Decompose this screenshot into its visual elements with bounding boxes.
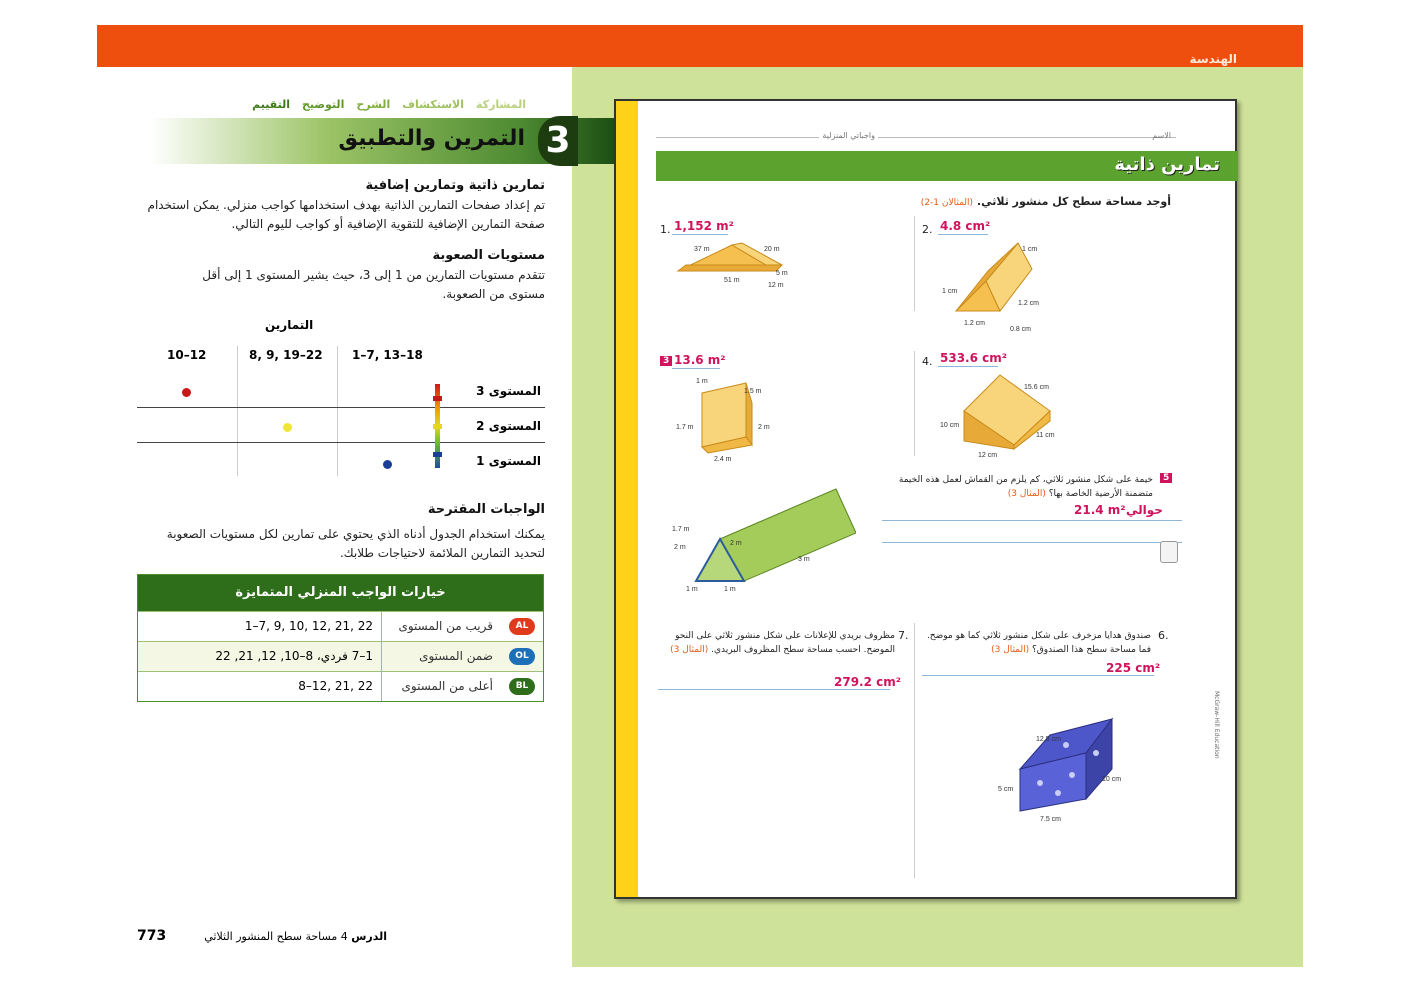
homework-options-table <box>137 574 544 702</box>
q1-dim: 20 m <box>764 246 780 253</box>
level-1-tick <box>433 452 442 457</box>
tent-dim: 1.7 m <box>672 526 690 533</box>
page-number: 773 <box>137 928 167 944</box>
al-badge: AL <box>509 618 535 635</box>
instruction-ref: (المثالان 1-2) <box>920 198 974 208</box>
worksheet-title: تمارين ذاتية <box>1114 154 1220 175</box>
levels-col-1: 1–7, 13–18 <box>352 348 423 362</box>
box-dim: 12.5 cm <box>1036 736 1061 743</box>
row-divider <box>137 442 545 443</box>
table-row <box>138 671 543 701</box>
decoration <box>1069 772 1075 778</box>
q2-dim: 1.2 cm <box>964 320 986 327</box>
footer-lesson-title: مساحة سطح المنشور الثلاثي <box>204 930 338 943</box>
answer-line <box>882 542 1182 543</box>
tent-figure <box>656 473 856 593</box>
answer-line <box>658 689 890 690</box>
level-1-label: المستوى 1 <box>476 454 541 468</box>
row-description: أعلى من المستوى <box>401 679 493 693</box>
q3-number: 3 <box>660 356 672 366</box>
section-title: التمرين والتطبيق <box>338 126 525 151</box>
box-dim: 5 cm <box>998 786 1014 793</box>
bl-badge: BL <box>509 678 535 695</box>
q1-dim: 37 m <box>694 246 710 253</box>
worksheet-title-bar <box>656 151 1238 181</box>
q5-number: 5 <box>1160 473 1172 483</box>
footer-lesson-num: 4 <box>340 930 348 943</box>
levels-col-3: 10–12 <box>167 348 207 362</box>
gift-box-figure <box>996 713 1126 823</box>
q6-text <box>923 629 1151 657</box>
footer-lesson <box>204 930 387 943</box>
tent-dim: 1 m <box>686 586 698 593</box>
row-description: قريب من المستوى <box>398 619 493 633</box>
q5-answer: 21.4 m² <box>1074 503 1126 517</box>
q1-dim: 12 m <box>768 282 784 289</box>
q3-dim: 1.5 m <box>744 388 762 395</box>
row-exercises: 1–7 فردي، 8–10, 12, 21, 22 <box>138 642 382 671</box>
levels-caption: التمارين <box>265 318 314 332</box>
col-divider <box>337 346 338 476</box>
q5-question: خيمة على شكل منشور ثلاثي، كم يلزم من القماش لعمل هذه الخيمة متضمنة الأرضية الخاصة بها؟ <box>898 475 1153 499</box>
q2-number: 2. <box>922 223 933 236</box>
tent-dim: 2 m <box>674 544 686 551</box>
q7-answer: 279.2 cm² <box>834 675 902 689</box>
q3-prism-face <box>702 383 746 447</box>
table-row <box>138 641 543 671</box>
row-exercises: 1–7, 9, 10, 12, 21, 22 <box>138 612 382 641</box>
q6-answer: 225 cm² <box>1106 661 1161 675</box>
row-exercises: 8–12, 21, 22 <box>138 672 382 701</box>
decoration <box>1055 790 1061 796</box>
box-dim: 10 cm <box>1102 776 1122 783</box>
decoration <box>1037 780 1043 786</box>
decoration <box>1093 750 1099 756</box>
instruction <box>921 195 1171 208</box>
q4-number: 4. <box>922 355 933 368</box>
section-label: الهندسة <box>1189 52 1237 66</box>
row-divider <box>137 407 545 408</box>
q4-dim: 10 cm <box>940 422 960 429</box>
level-2-label: المستوى 2 <box>476 419 541 433</box>
q4-prism-figure <box>938 371 1068 461</box>
ol-badge: OL <box>509 648 535 665</box>
q3-dim: 1 m <box>696 378 708 385</box>
level-2-tick <box>433 424 442 429</box>
q7-ref: (المثال 3) <box>670 645 709 655</box>
col-divider <box>237 346 238 476</box>
level-2-dot <box>283 423 292 432</box>
q6-question: صندوق هدايا مزخرف على شكل منشور ثلاثي كما هو موضح. فما مساحة سطح هذا الصندوق؟ <box>926 631 1151 655</box>
q2-dim: 1.2 cm <box>1018 300 1040 307</box>
lesson-nav <box>252 98 526 111</box>
difficulty-levels-chart <box>137 318 545 478</box>
nav-explore[interactable]: الاستكشاف <box>402 98 464 111</box>
q1-prism-face <box>678 265 782 271</box>
nav-elaborate[interactable]: التوضيح <box>302 98 345 111</box>
decoration <box>1063 742 1069 748</box>
q3-dim: 2 m <box>758 424 770 431</box>
suggested-body: يمكنك استخدام الجدول أدناه الذي يحتوي على تمارين لكل مستويات الصعوبة لتحديد التمارين الملائمة لاحتياجات طلابك. <box>166 527 545 560</box>
worksheet-page <box>614 99 1237 899</box>
q5-ref: (المثال 3) <box>1007 489 1046 499</box>
q4-dim: 11 cm <box>1036 432 1055 439</box>
q7-question: مظروف بريدي للإعلانات على شكل منشور ثلاثي على النحو الموضح. احسب مساحة سطح المظروف البريدي. <box>675 631 895 655</box>
q3-answer: 13.6 m² <box>674 353 726 367</box>
answer-line <box>882 520 1182 521</box>
q5-text <box>878 473 1153 501</box>
tent-dim: 3 m <box>798 556 810 563</box>
name-line <box>656 137 1176 138</box>
help-icon[interactable] <box>1160 541 1178 563</box>
q2-dim: 1 cm <box>1022 246 1038 253</box>
row-description: ضمن المستوى <box>419 649 493 663</box>
q2-answer: 4.8 cm² <box>940 219 991 233</box>
homework-table-title: خيارات الواجب المنزلي المتمايزة <box>138 575 543 611</box>
q4-answer: 533.6 cm² <box>940 351 1008 365</box>
nav-explain[interactable]: الشرح <box>356 98 391 111</box>
q1-prism-figure <box>672 237 792 297</box>
column-divider <box>914 623 915 878</box>
nav-evaluate[interactable]: التقييم <box>252 98 290 111</box>
tent-side <box>720 489 856 581</box>
nav-engage[interactable]: المشاركة <box>476 98 526 111</box>
homework-label: واجباتي المنزلية <box>819 131 878 140</box>
level-3-dot <box>182 388 191 397</box>
q7-number: 7. <box>898 629 909 642</box>
instruction-text: أوجد مساحة سطح كل منشور ثلاثي. <box>976 195 1171 208</box>
q1-dim: 5 m <box>776 270 788 277</box>
answer-line <box>938 234 988 235</box>
q1-number: 1. <box>660 223 671 236</box>
q6-ref: (المثال 3) <box>991 645 1030 655</box>
page-footer <box>137 928 387 946</box>
q3-dim: 1.7 m <box>676 424 694 431</box>
publisher-side-note: McGraw-Hill Education <box>1213 691 1220 759</box>
name-label: الاسم <box>1152 131 1171 140</box>
suggested-heading: الواجبات المقترحة <box>427 502 545 517</box>
answer-line <box>922 675 1154 676</box>
q3-dim: 2.4 m <box>714 456 732 463</box>
column-divider <box>914 216 915 311</box>
q7-text <box>660 629 895 657</box>
difficulty-body: تتقدم مستويات التمارين من 1 إلى 3، حيث يشير المستوى 1 إلى أقل مستوى من الصعوبة. <box>202 268 545 301</box>
worksheet-yellow-strip <box>616 101 638 897</box>
section-title-bar <box>150 118 615 164</box>
q4-dim: 12 cm <box>978 452 998 459</box>
intro-body: تم إعداد صفحات التمارين الذاتية بهدف استخدامها كواجب منزلي. يمكن استخدام صفحة التمارين الإضافية للتقوية الإضافية أو كواجب لليوم التالي. <box>147 198 545 231</box>
q6-number: 6. <box>1158 629 1169 642</box>
table-row <box>138 611 543 641</box>
tent-dim: 2 m <box>730 540 742 547</box>
section-number: 3 <box>538 116 578 166</box>
answer-line <box>672 234 728 235</box>
levels-col-2: 8, 9, 19–22 <box>249 348 323 362</box>
answer-line <box>672 368 720 369</box>
q1-answer: 1,152 m² <box>674 219 734 233</box>
footer-lesson-label: الدرس <box>351 930 387 943</box>
box-dim: 7.5 cm <box>1040 816 1062 823</box>
level-3-label: المستوى 3 <box>476 384 541 398</box>
difficulty-heading: مستويات الصعوبة <box>432 248 545 263</box>
answer-line <box>938 366 998 367</box>
tent-dim: 1 m <box>724 586 736 593</box>
q5-approx: حوالي <box>1126 503 1163 517</box>
top-banner <box>97 25 1303 67</box>
q1-dim: 51 m <box>724 277 740 284</box>
q2-prism-figure <box>938 241 1048 336</box>
q2-dim: 1 cm <box>942 288 958 295</box>
level-3-tick <box>433 396 442 401</box>
q2-dim: 0.8 cm <box>1010 326 1032 333</box>
level-1-dot <box>383 460 392 469</box>
q4-dim: 15.6 cm <box>1024 384 1049 391</box>
column-divider <box>914 351 915 456</box>
q3-prism-figure <box>672 373 782 463</box>
intro-heading: تمارين ذاتية وتمارين إضافية <box>365 178 545 193</box>
